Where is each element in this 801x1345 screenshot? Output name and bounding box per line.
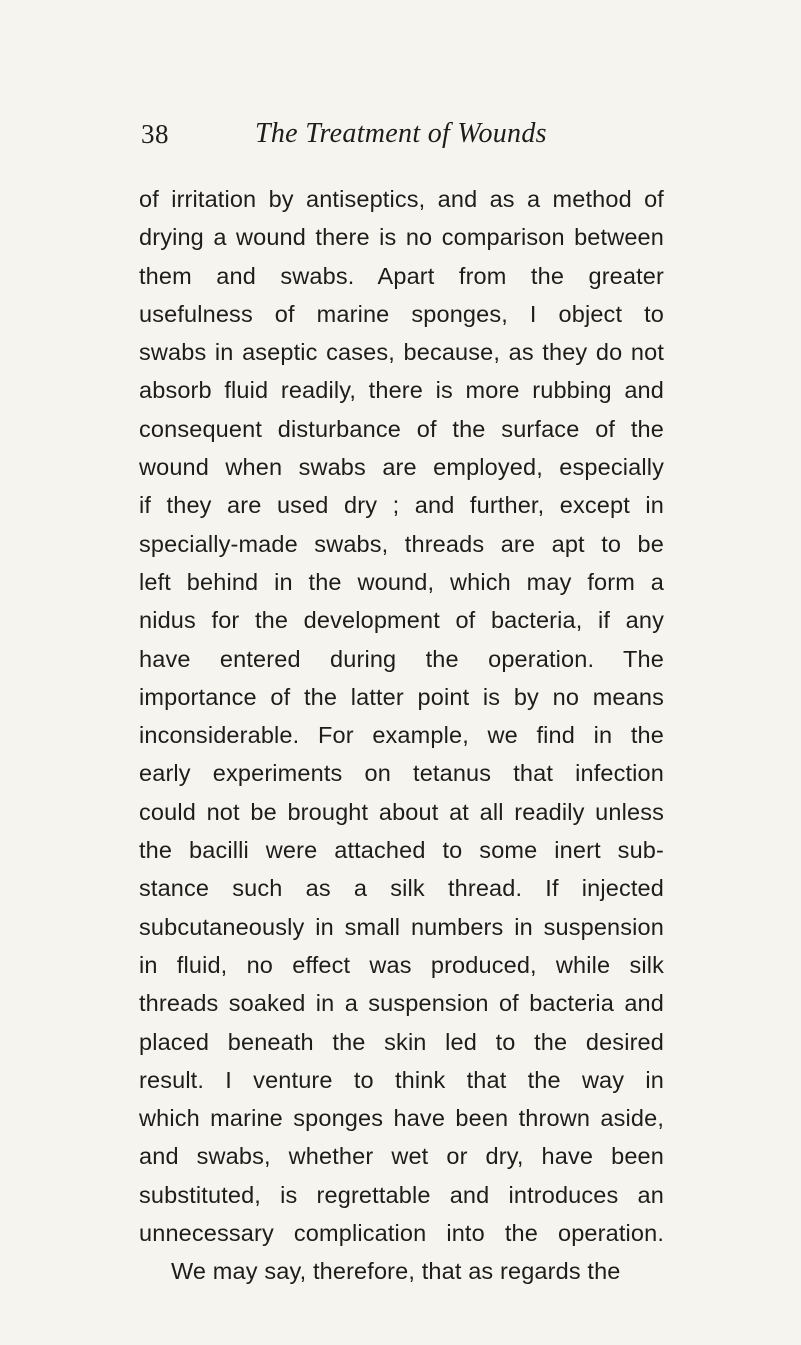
text-line: absorb fluid readily, there is more rubbing and: [139, 377, 664, 404]
text-line: of irritation by antiseptics, and as a method of: [139, 186, 664, 212]
running-title: The Treatment of Wounds: [255, 118, 547, 149]
text-line: them and swabs. Apart from the greater: [139, 262, 664, 289]
text-line: stance such as a silk thread. If injected: [139, 875, 664, 902]
text-line: early experiments on tetanus that infection: [139, 760, 664, 787]
text-line: subcutaneously in small numbers in suspension: [139, 913, 664, 940]
text-line: placed beneath the skin led to the desired: [139, 1028, 664, 1055]
text-line: substituted, is regrettable and introduces an: [139, 1181, 664, 1208]
text-line: result. I venture to think that the way in: [139, 1066, 664, 1093]
text-line: left behind in the wound, which may form a: [139, 568, 664, 595]
text-line: specially-made swabs, threads are apt to be: [139, 530, 664, 557]
text-line: could not be brought about at all readily unless: [139, 798, 664, 825]
page-number: 38: [141, 119, 169, 149]
text-line: if they are used dry ; and further, except in: [139, 492, 664, 519]
text-line: and swabs, whether wet or dry, have been: [139, 1143, 664, 1170]
text-line: unnecessary complication into the operation.: [139, 1220, 664, 1247]
text-line: which marine sponges have been thrown aside,: [139, 1105, 664, 1132]
text-line: consequent disturbance of the surface of the: [139, 415, 664, 442]
text-line: inconsiderable. For example, we find in the: [139, 722, 664, 749]
text-line: nidus for the development of bacteria, if any: [139, 607, 664, 634]
text-line-paragraph-start: We may say, therefore, that as regards the: [171, 1258, 621, 1285]
text-line: threads soaked in a suspension of bacteria and: [139, 990, 664, 1017]
text-line: swabs in aseptic cases, because, as they do not: [139, 339, 664, 366]
running-head: [141, 114, 661, 154]
text-line: have entered during the operation. The: [139, 645, 664, 672]
text-line: importance of the latter point is by no means: [139, 683, 664, 710]
text-line: usefulness of marine sponges, I object to: [139, 300, 664, 327]
text-line: drying a wound there is no comparison between: [139, 224, 664, 251]
text-line: the bacilli were attached to some inert sub-: [139, 837, 664, 864]
text-line: in fluid, no effect was produced, while silk: [139, 951, 664, 978]
body-text: [139, 180, 664, 1291]
text-line: wound when swabs are employed, especially: [139, 454, 664, 481]
